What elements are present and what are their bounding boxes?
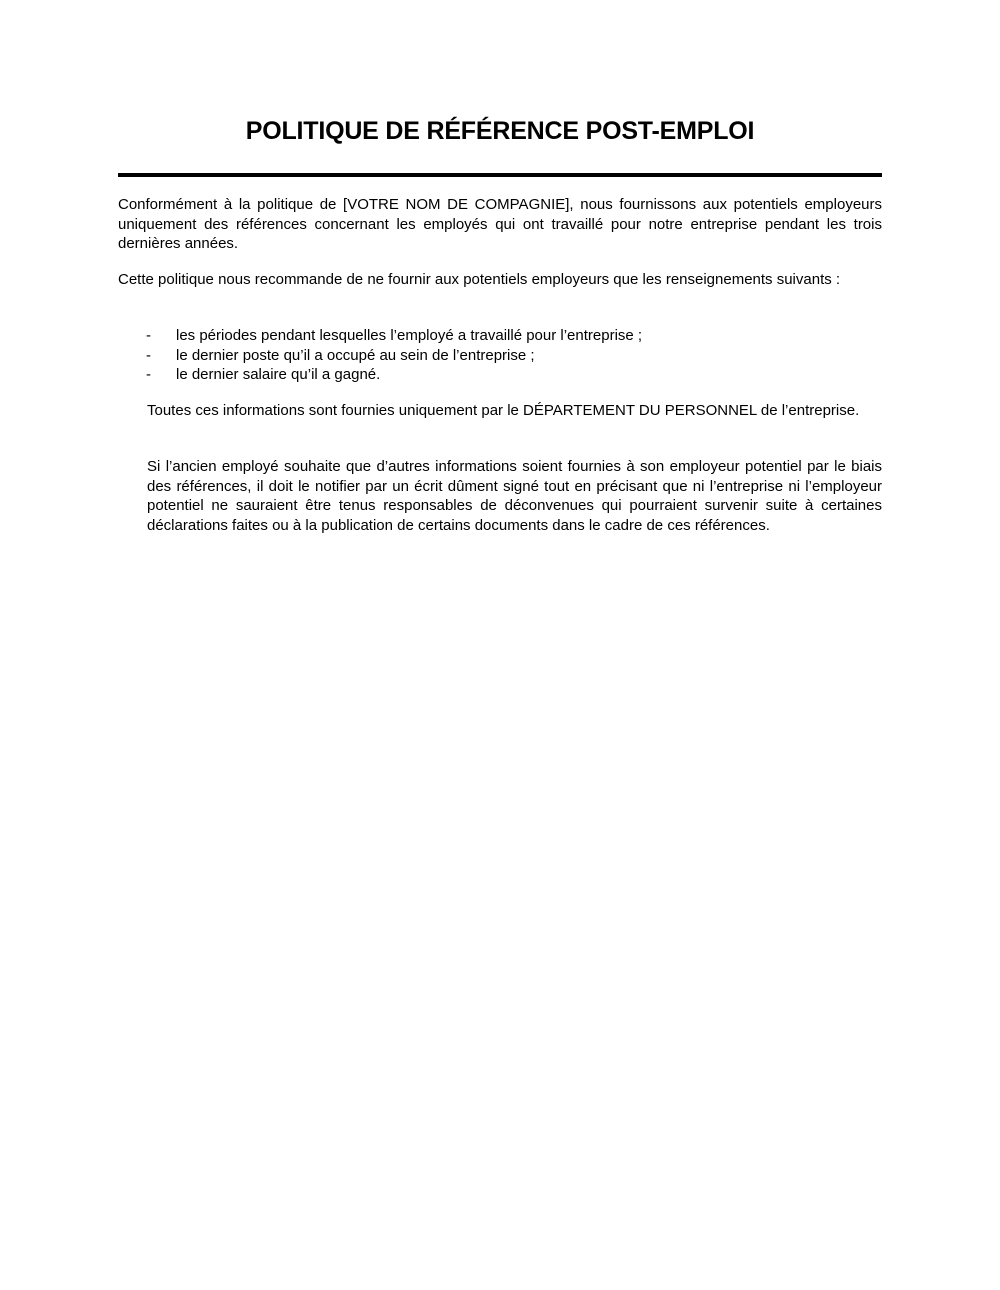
paragraph-additional-info: Si l’ancien employé souhaite que d’autres informations soient fournies à son employeur potentiel par le biais des références, il doit le notifier par un écrit dûment signé tout en précisant que ni l’entreprise ni l’employeur potentiel ne sauraient être tenus responsables de déconvenues qui pourraient survenir suite à certaines déclarations faites ou à la publication de certains documents dans le cadre de ces références. [147, 458, 882, 534]
list-item-text: le dernier salaire qu’il a gagné. [176, 366, 381, 383]
info-list [146, 326, 882, 385]
list-item [146, 365, 882, 385]
list-dash: - [146, 346, 151, 364]
document-title: POLITIQUE DE RÉFÉRENCE POST-EMPLOI [245, 117, 755, 145]
paragraph-policy: Cette politique nous recommande de ne fournir aux potentiels employeurs que les renseignements suivants : [118, 271, 841, 288]
list-item [146, 326, 882, 346]
list-dash: - [146, 366, 151, 383]
title-divider [118, 173, 882, 177]
paragraph-intro: Conformément à la politique de [VOTRE NOM DE COMPAGNIE], nous fournissons aux potentiels employeurs uniquement des références concernant les employés qui ont travaillé pour notre entreprise pendant les trois dernières années. [118, 196, 882, 252]
list-item [146, 346, 882, 366]
paragraph-department: Toutes ces informations sont fournies uniquement par le DÉPARTEMENT DU PERSONNEL de l’entreprise. [147, 402, 860, 419]
list-dash: - [146, 327, 151, 344]
list-item-text: les périodes pendant lesquelles l’employé a travaillé pour l’entreprise ; [176, 327, 643, 344]
list-item-text: le dernier poste qu’il a occupé au sein de l’entreprise ; [176, 346, 535, 364]
